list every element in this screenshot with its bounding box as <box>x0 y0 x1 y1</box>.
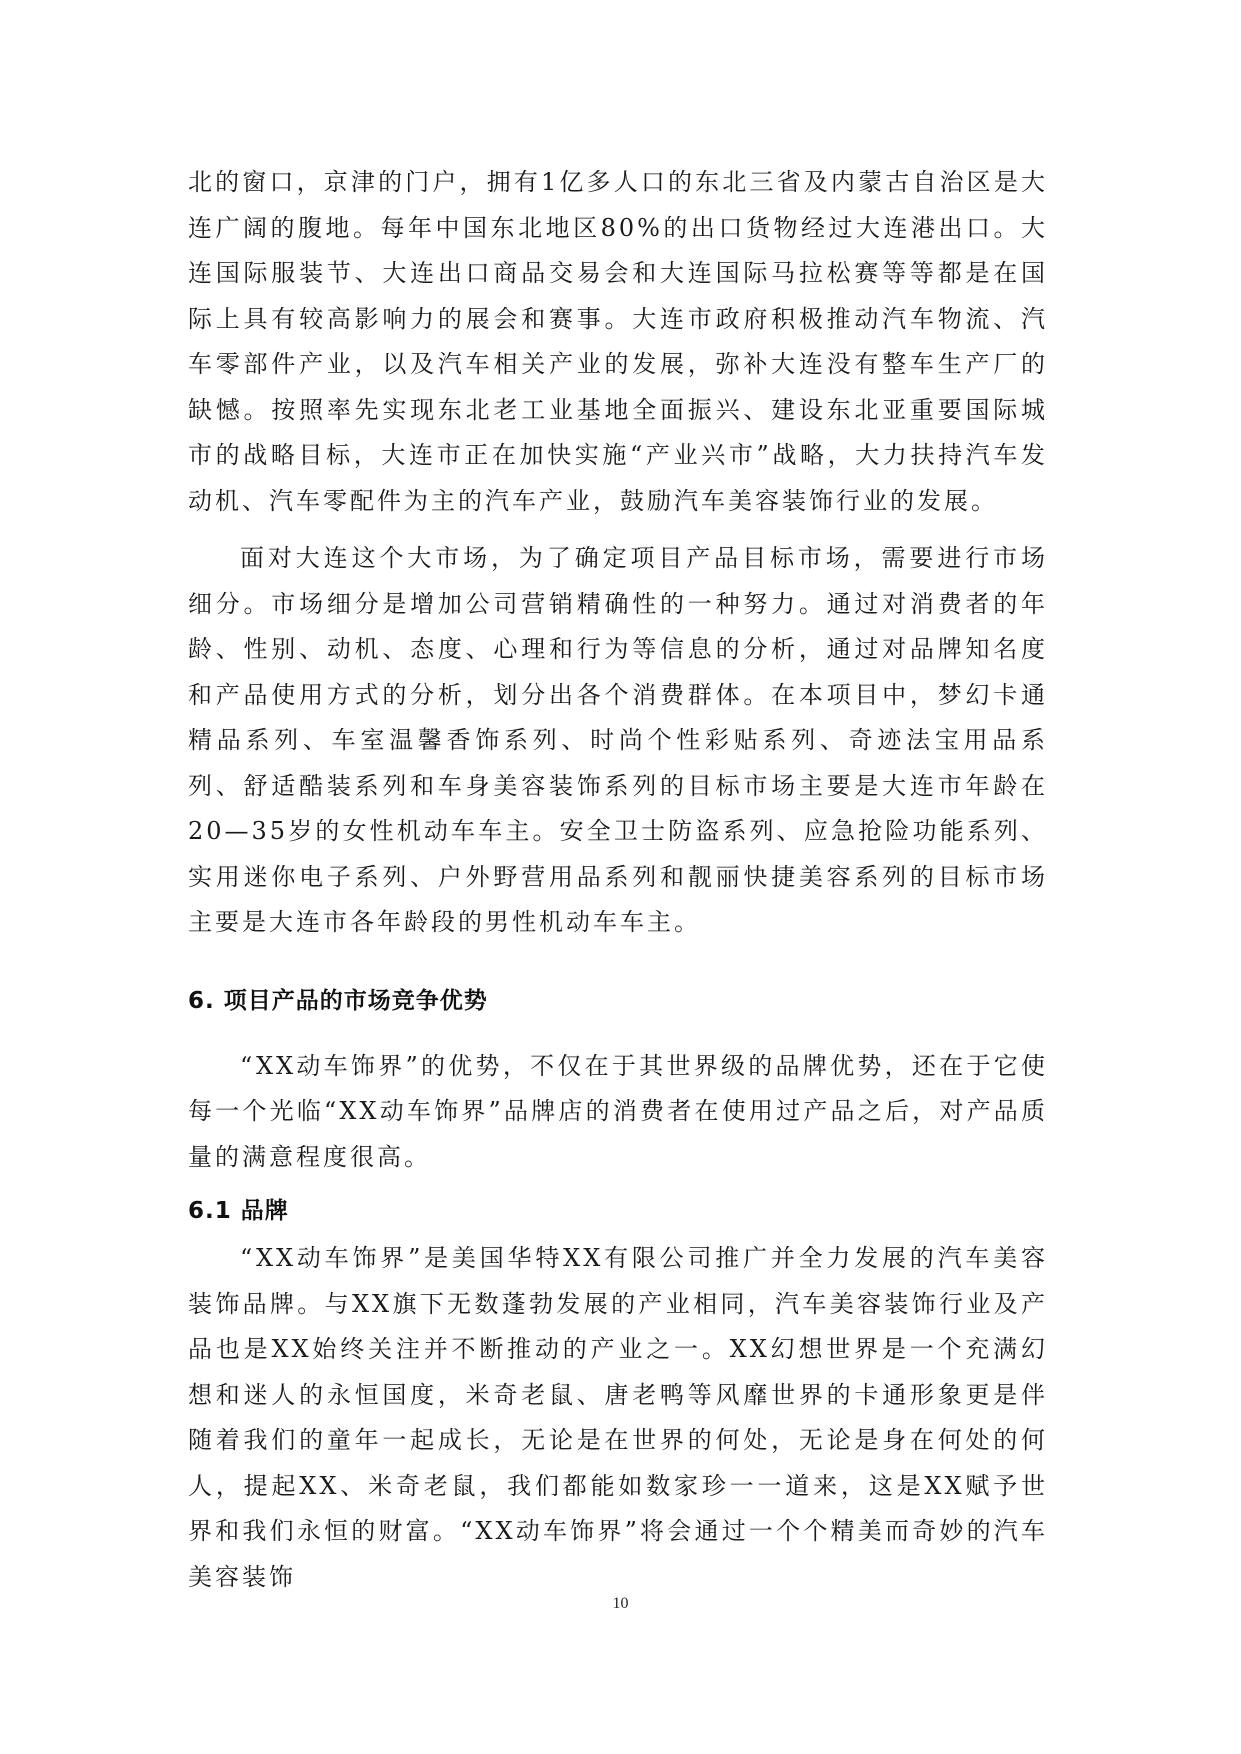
page-number: 10 <box>612 1595 629 1612</box>
page-body <box>188 160 1048 1600</box>
section-heading-competitive-advantage: 6. 项目产品的市场竞争优势 <box>188 987 488 1014</box>
paragraph-market-segmentation: 面对大连这个大市场，为了确定项目产品目标市场，需要进行市场细分。市场细分是增加公司营销精确性的一种努力。通过对消费者的年龄、性别、动机、态度、心理和行为等信息的分析，通过对品牌知名度和产品使用方式的分析，划分出各个消费群体。在本项目中，梦幻卡通精品系列、车室温馨香饰系列、时尚个性彩贴系列、奇迹法宝用品系列、舒适酷装系列和车身美容装饰系列的目标市场主要是大连市年龄在20—35岁的女性机动车车主。安全卫士防盗系列、应急抢险功能系列、实用迷你电子系列、户外野营用品系列和靓丽快捷美容系列的目标市场主要是大连市各年龄段的男性机动车车主。 <box>188 544 1048 936</box>
subsection-heading-brand: 6.1 品牌 <box>188 1198 289 1224</box>
paragraph-brand-advantage: “XX动车饰界”的优势，不仅在于其世界级的品牌优势，还在于它使每一个光临“XX动车饰界”品牌店的消费者在使用过产品之后，对产品质量的满意程度很高。 <box>188 1051 1048 1171</box>
paragraph-dalian-hinterland: 北的窗口，京津的门户，拥有1亿多人口的东北三省及内蒙古自治区是大连广阔的腹地。每年中国东北地区80%的出口货物经过大连港出口。大连国际服装节、大连出口商品交易会和大连国际马拉松赛等等都是在国际上具有较高影响力的展会和赛事。大连市政府积极推动汽车物流、汽车零部件产业，以及汽车相关产业的发展，弥补大连没有整车生产厂的缺憾。按照率先实现东北老工业基地全面振兴、建设东北亚重要国际城市的战略目标，大连市正在加快实施“产业兴市”战略，大力扶持汽车发动机、汽车零配件为主的汽车产业，鼓励汽车美容装饰行业的发展。 <box>188 168 1048 515</box>
paragraph-brand-description: “XX动车饰界”是美国华特XX有限公司推广并全力发展的汽车美容装饰品牌。与XX旗下无数蓬勃发展的产业相同，汽车美容装饰行业及产品也是XX始终关注并不断推动的产业之一。XX幻想世界是一个充满幻想和迷人的永恒国度，米奇老鼠、唐老鸭等风靡世界的卡通形象更是伴随着我们的童年一起成长，无论是在世界的何处，无论是身在何处的何人，提起XX、米奇老鼠，我们都能如数家珍一一道来，这是XX赋予世界和我们永恒的财富。“XX动车饰界”将会通过一个个精美而奇妙的汽车美容装饰 <box>188 1244 1048 1591</box>
